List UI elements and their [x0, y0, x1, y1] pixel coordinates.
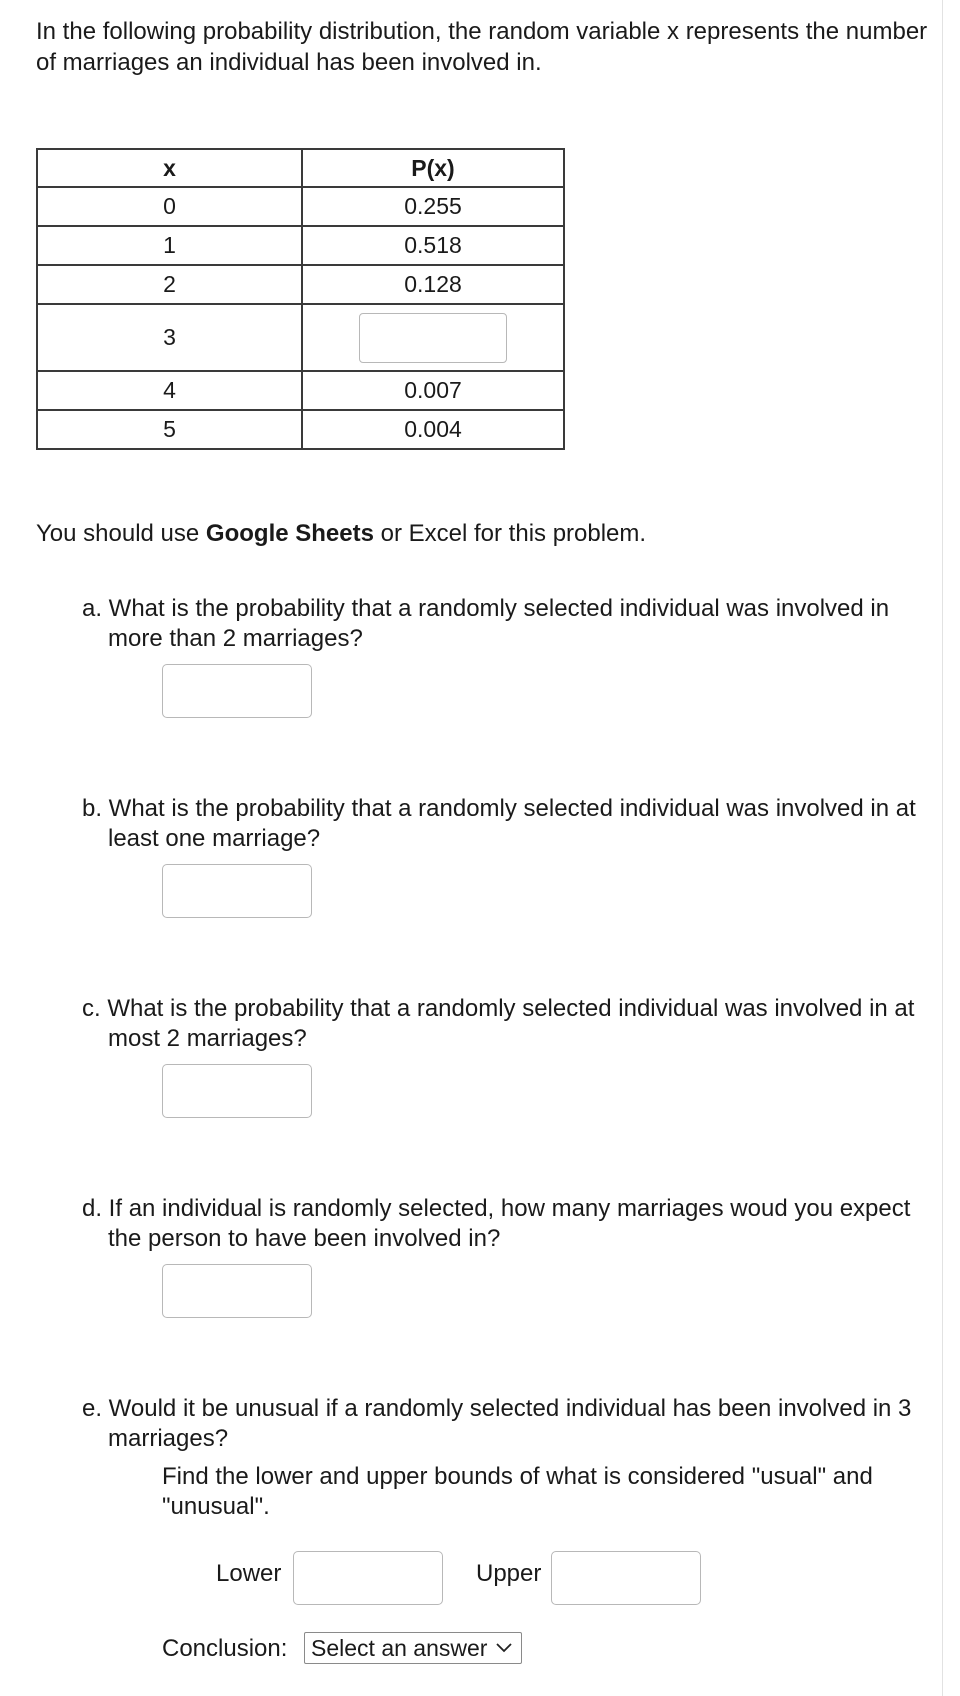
conclusion-label: Conclusion: [162, 1635, 288, 1662]
problem-intro: In the following probability distribution, the random variable x represents the number of marriages an individual has been involved in. [36, 18, 928, 76]
probability-table [36, 148, 565, 450]
note-suffix: or Excel for this problem. [373, 520, 647, 547]
px-input-x3[interactable] [359, 313, 507, 363]
lower-bound-input[interactable] [293, 1551, 443, 1605]
x-value: 0 [37, 187, 302, 226]
x-value: 1 [37, 226, 302, 265]
px-value: 0.128 [302, 265, 564, 304]
table-row [37, 304, 564, 371]
x-value: 5 [37, 410, 302, 449]
question-b: b. What is the probability that a randomly selected individual was involved in at least one marriage? [82, 795, 916, 852]
table-row [37, 226, 564, 265]
note-bold: Google Sheets [205, 520, 374, 547]
x-value: 3 [37, 304, 302, 371]
px-cell [302, 304, 564, 371]
px-value: 0.518 [302, 226, 564, 265]
px-value: 0.255 [302, 187, 564, 226]
px-value: 0.004 [302, 410, 564, 449]
question-a: a. What is the probability that a randomly selected individual was involved in more than 2 marriages? [82, 595, 890, 652]
question-d: d. If an individual is randomly selected, how many marriages woud you expect the person to have been involved in? [82, 1195, 911, 1252]
question-c: c. What is the probability that a randomly selected individual was involved in at most 2 marriages? [82, 995, 915, 1052]
x-value: 2 [37, 265, 302, 304]
answer-input-d[interactable] [162, 1264, 312, 1318]
lower-label: Lower [216, 1560, 282, 1587]
answer-input-b[interactable] [162, 864, 312, 918]
answer-input-a[interactable] [162, 664, 312, 718]
note-prefix: You should use [36, 520, 206, 547]
table-row [37, 265, 564, 304]
upper-label: Upper [476, 1560, 542, 1587]
header-x: x [37, 149, 302, 187]
table-row [37, 410, 564, 449]
table-header-row [37, 149, 564, 187]
conclusion-selected-value: Select an answer [311, 1634, 488, 1661]
x-value: 4 [37, 371, 302, 410]
bounds-instruction: Find the lower and upper bounds of what is considered "usual" and "unusual". [162, 1463, 873, 1520]
px-value: 0.007 [302, 371, 564, 410]
header-px: P(x) [302, 149, 564, 187]
upper-bound-input[interactable] [551, 1551, 701, 1605]
conclusion-select[interactable] [304, 1632, 522, 1664]
table-row [37, 371, 564, 410]
answer-input-c[interactable] [162, 1064, 312, 1118]
software-note [36, 520, 646, 548]
page-edge-divider [942, 0, 943, 1696]
table-row [37, 187, 564, 226]
chevron-down-icon [495, 1641, 513, 1655]
question-e: e. Would it be unusual if a randomly selected individual has been involved in 3 marriages? [82, 1395, 912, 1452]
